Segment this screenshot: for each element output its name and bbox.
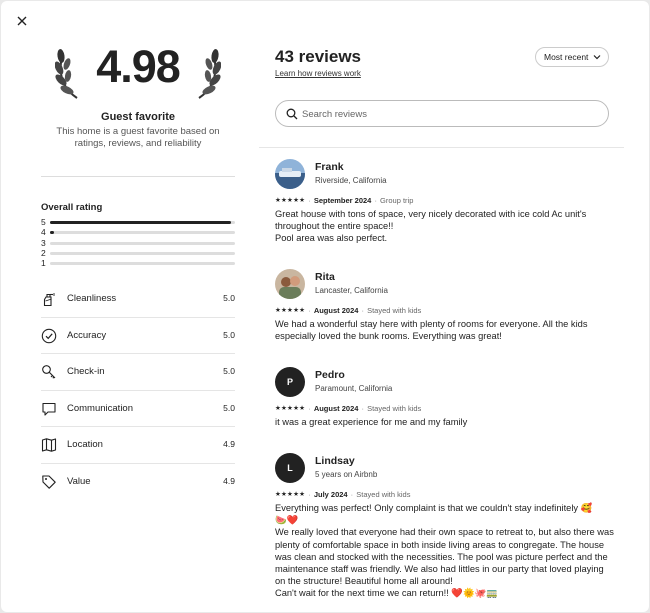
rating-bar-row bbox=[41, 248, 235, 258]
rating-distribution bbox=[41, 217, 235, 268]
reviewer-name: Pedro bbox=[315, 369, 345, 381]
overall-score: 4.98 bbox=[96, 41, 180, 92]
review-paragraph: Can't wait for the next time we can return!! ❤️🌞🐙🚃 bbox=[275, 588, 498, 599]
category-value: 5.0 bbox=[223, 366, 235, 376]
review-meta bbox=[275, 404, 421, 413]
check-circle-icon bbox=[41, 328, 57, 344]
review-stars: ★★★★★ bbox=[275, 491, 306, 498]
separator-dot: · bbox=[306, 306, 313, 315]
category-rating-communication bbox=[41, 391, 235, 428]
category-value: 4.9 bbox=[223, 475, 235, 486]
key-icon bbox=[41, 364, 57, 380]
badge-description: This home is a guest favorite based on ratings, reviews, and reliability bbox=[56, 126, 220, 149]
map-icon bbox=[41, 437, 57, 453]
review-paragraph: Great house with tons of space, very nicely decorated with ice cold Ac unit's throughout the entire space!! bbox=[275, 209, 587, 232]
review-paragraph: Pool area was also perfect. bbox=[275, 233, 388, 244]
rating-bar-fill bbox=[50, 221, 231, 224]
review-meta bbox=[275, 306, 421, 315]
sort-label: Most recent bbox=[544, 52, 589, 62]
reviewer-name: Frank bbox=[315, 161, 344, 173]
rating-bar-track bbox=[50, 221, 235, 224]
review-paragraph: Everything was perfect! Only complaint is that we couldn't stay indefinitely 🥰 bbox=[275, 503, 593, 513]
category-value: 5.0 bbox=[223, 329, 235, 340]
reviews-count-title: 43 reviews bbox=[275, 47, 362, 66]
trip-type: Stayed with kids bbox=[367, 306, 422, 315]
rating-bar-track bbox=[50, 262, 235, 265]
separator-dot: · bbox=[306, 490, 313, 499]
reviewer-location: 5 years on Airbnb bbox=[315, 470, 378, 479]
category-label: Location bbox=[67, 439, 103, 450]
review-date: August 2024 bbox=[313, 404, 359, 413]
category-label: Accuracy bbox=[67, 329, 107, 341]
avatar[interactable]: P bbox=[275, 367, 305, 397]
separator-dot: · bbox=[359, 306, 367, 315]
avatar[interactable]: L bbox=[275, 453, 305, 483]
sort-dropdown[interactable] bbox=[535, 47, 609, 67]
category-rating-cleanliness bbox=[41, 281, 235, 318]
tag-icon bbox=[41, 474, 57, 490]
review-text bbox=[275, 416, 615, 428]
category-value: 4.9 bbox=[223, 439, 235, 449]
rating-bar-row bbox=[41, 217, 235, 227]
category-value: 5.0 bbox=[223, 293, 235, 303]
rating-bar-label: 1 bbox=[41, 258, 46, 269]
trip-type: Stayed with kids bbox=[356, 490, 411, 499]
separator-dot: · bbox=[359, 404, 367, 413]
review-date: July 2024 bbox=[313, 490, 348, 499]
review-paragraph: 🍉❤️ bbox=[275, 515, 299, 526]
review-text bbox=[275, 208, 615, 245]
separator-dot: · bbox=[306, 404, 313, 413]
review-paragraph: We had a wonderful stay here with plenty of rooms for everyone. All the kids especially loved the bunk rooms. Everything was great! bbox=[275, 319, 588, 342]
divider bbox=[41, 176, 235, 177]
category-label: Value bbox=[67, 475, 91, 487]
rating-bar-fill bbox=[50, 231, 54, 234]
reviewer-location: Lancaster, California bbox=[315, 286, 388, 295]
trip-type: Stayed with kids bbox=[367, 404, 422, 413]
review-meta bbox=[275, 196, 413, 205]
learn-how-reviews-work-link[interactable]: Learn how reviews work bbox=[275, 69, 361, 78]
review-meta bbox=[275, 490, 410, 499]
chat-bubble-icon bbox=[41, 401, 57, 417]
reviews-modal bbox=[1, 1, 649, 612]
close-icon[interactable] bbox=[13, 12, 31, 30]
separator-dot: · bbox=[306, 196, 313, 205]
avatar[interactable] bbox=[275, 159, 305, 189]
category-rating-accuracy bbox=[41, 318, 235, 355]
category-label: Communication bbox=[67, 402, 133, 414]
category-rating-checkin bbox=[41, 354, 235, 391]
avatar[interactable] bbox=[275, 269, 305, 299]
rating-bar-row bbox=[41, 238, 235, 248]
rating-bar-track bbox=[50, 252, 235, 255]
review-text bbox=[275, 502, 615, 600]
review-paragraph: We really loved that everyone had their own space to retreat to, but also there was plenty of comfortable space in both inside living areas to congregate. The house was clean and stocked with the necessities. The pool was picture perfect and the maintenance staff was friendly. We also had littles in our party that loved playing on the structure! Beautiful home all around! bbox=[275, 527, 614, 587]
category-rating-location bbox=[41, 427, 235, 464]
review-stars: ★★★★★ bbox=[275, 307, 306, 314]
separator-dot: · bbox=[372, 196, 380, 205]
divider bbox=[259, 147, 624, 148]
review-date: August 2024 bbox=[313, 306, 359, 315]
rating-bar-label: 2 bbox=[41, 247, 46, 258]
reviews-panel bbox=[259, 1, 624, 612]
category-ratings bbox=[41, 281, 235, 500]
separator-dot: · bbox=[348, 490, 356, 499]
review-paragraph: it was a great experience for me and my family bbox=[275, 417, 468, 427]
search-icon bbox=[286, 108, 298, 120]
search-reviews-field[interactable] bbox=[275, 100, 609, 127]
category-label: Cleanliness bbox=[67, 293, 117, 304]
laurel-right-icon bbox=[193, 44, 221, 100]
overall-rating-label: Overall rating bbox=[41, 202, 103, 213]
review-stars: ★★★★★ bbox=[275, 405, 306, 412]
review-date: September 2024 bbox=[313, 196, 372, 205]
rating-bar-label: 3 bbox=[41, 237, 46, 248]
badge-title: Guest favorite bbox=[101, 111, 175, 123]
reviewer-name: Lindsay bbox=[315, 455, 355, 467]
rating-bar-label: 5 bbox=[41, 217, 46, 227]
rating-bar-row bbox=[41, 258, 235, 268]
chevron-down-icon bbox=[593, 54, 601, 60]
rating-bar-row bbox=[41, 227, 235, 237]
rating-bar-label: 4 bbox=[41, 227, 46, 238]
guest-favorite-badge bbox=[55, 41, 221, 103]
reviewer-name: Rita bbox=[315, 271, 335, 283]
review-text bbox=[275, 318, 615, 342]
search-input[interactable] bbox=[302, 105, 602, 123]
reviewer-location: Paramount, California bbox=[315, 384, 393, 393]
rating-bar-track bbox=[50, 231, 235, 234]
rating-bar-track bbox=[50, 242, 235, 245]
reviewer-location: Riverside, California bbox=[315, 176, 387, 185]
category-label: Check-in bbox=[67, 366, 105, 377]
category-rating-value bbox=[41, 464, 235, 501]
review-stars: ★★★★★ bbox=[275, 197, 306, 204]
spray-bottle-icon bbox=[41, 291, 57, 307]
category-value: 5.0 bbox=[223, 402, 235, 413]
trip-type: Group trip bbox=[380, 196, 414, 205]
